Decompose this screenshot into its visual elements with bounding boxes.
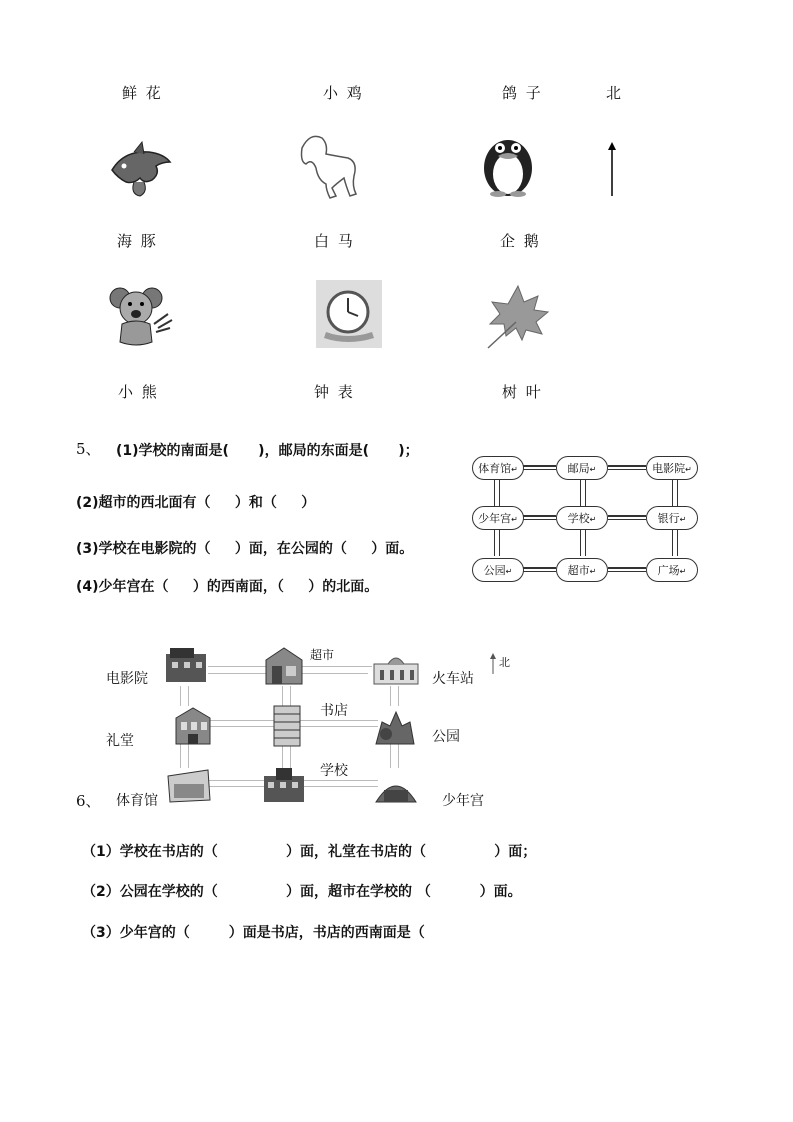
q5-map bbox=[470, 454, 702, 588]
label-pigeon: 鸽 子 bbox=[502, 84, 543, 102]
enter-mark: ↵ bbox=[505, 567, 513, 576]
horse-icon bbox=[292, 128, 364, 200]
clock-icon bbox=[316, 280, 382, 348]
supermarket-building-icon bbox=[262, 644, 306, 688]
auditorium-building-icon bbox=[172, 704, 214, 746]
youth-palace-building-icon bbox=[372, 766, 420, 806]
q5-line4: (4)少年宫在（ ）的西南面，（ ）的北面。 bbox=[76, 579, 379, 595]
q6-line2: （2）公园在学校的（ ）面，超市在学校的 （ ）面。 bbox=[82, 884, 522, 900]
label-chick: 小 鸡 bbox=[323, 84, 364, 102]
label-bookstore: 书店 bbox=[320, 703, 348, 719]
q5-node-youth-palace: 少年宫↵ bbox=[472, 506, 524, 530]
enter-mark: ↵ bbox=[685, 465, 692, 474]
school-building-icon bbox=[260, 766, 308, 804]
train-station-building-icon bbox=[372, 650, 420, 686]
label-cinema: 电影院 bbox=[106, 671, 148, 687]
q5-node-supermarket: 超市↵ bbox=[556, 558, 608, 582]
north-arrow-icon bbox=[604, 140, 620, 198]
maple-leaf-icon bbox=[484, 282, 550, 350]
q6-map bbox=[100, 640, 520, 810]
label-gym: 体育馆 bbox=[116, 793, 158, 809]
enter-mark: ↵ bbox=[679, 515, 687, 524]
q5-node-park: 公园↵ bbox=[472, 558, 524, 582]
park-building-icon bbox=[372, 708, 418, 746]
label-train-station: 火车站 bbox=[432, 671, 474, 687]
bookstore-building-icon bbox=[272, 704, 302, 748]
enter-mark: ↵ bbox=[511, 465, 518, 474]
enter-mark: ↵ bbox=[589, 567, 597, 576]
bear-icon bbox=[106, 284, 174, 350]
label-supermarket: 超市 bbox=[310, 648, 335, 662]
label-clock: 钟 表 bbox=[314, 383, 355, 401]
q5-node-gym: 体育馆↵ bbox=[472, 456, 524, 480]
dolphin-icon bbox=[104, 140, 172, 198]
enter-mark: ↵ bbox=[589, 465, 597, 474]
q5-node-cinema: 电影院↵ bbox=[646, 456, 698, 480]
enter-mark: ↵ bbox=[511, 515, 518, 524]
q6-number: 6、 bbox=[76, 792, 101, 810]
q5-line1: (1)学校的南面是( )，邮局的东面是( )； bbox=[116, 443, 419, 459]
q5-line2: (2)超市的西北面有（ ）和（ ） bbox=[76, 495, 316, 511]
label-north: 北 bbox=[606, 84, 624, 102]
enter-mark: ↵ bbox=[589, 515, 597, 524]
label-flower: 鲜 花 bbox=[122, 84, 163, 102]
label-youth-palace: 少年宫 bbox=[442, 793, 484, 809]
label-leaf: 树 叶 bbox=[502, 383, 543, 401]
q6-north-arrow-icon bbox=[488, 652, 498, 676]
gym-building-icon bbox=[164, 766, 214, 804]
label-auditorium: 礼堂 bbox=[106, 733, 134, 749]
label-penguin: 企 鹅 bbox=[500, 232, 541, 250]
label-bear: 小 熊 bbox=[118, 383, 159, 401]
cinema-building-icon bbox=[162, 644, 210, 684]
label-white-horse: 白 马 bbox=[314, 232, 355, 250]
label-school: 学校 bbox=[320, 763, 348, 779]
q6-line3: （3）少年宫的（ ）面是书店，书店的西南面是（ bbox=[82, 925, 425, 941]
q5-line3: (3)学校在电影院的（ ）面，在公园的（ ）面。 bbox=[76, 541, 414, 557]
q5-node-square: 广场↵ bbox=[646, 558, 698, 582]
enter-mark: ↵ bbox=[679, 567, 687, 576]
penguin-icon bbox=[478, 128, 538, 198]
q5-node-post-office: 邮局↵ bbox=[556, 456, 608, 480]
label-dolphin: 海 豚 bbox=[117, 232, 158, 250]
q5-node-bank: 银行↵ bbox=[646, 506, 698, 530]
q6-line1: （1）学校在书店的（ ）面，礼堂在书店的（ ）面； bbox=[82, 844, 537, 860]
q6-north-label: 北 bbox=[499, 656, 510, 669]
label-park: 公园 bbox=[432, 729, 460, 745]
q5-number: 5、 bbox=[76, 440, 101, 458]
q5-node-school: 学校↵ bbox=[556, 506, 608, 530]
